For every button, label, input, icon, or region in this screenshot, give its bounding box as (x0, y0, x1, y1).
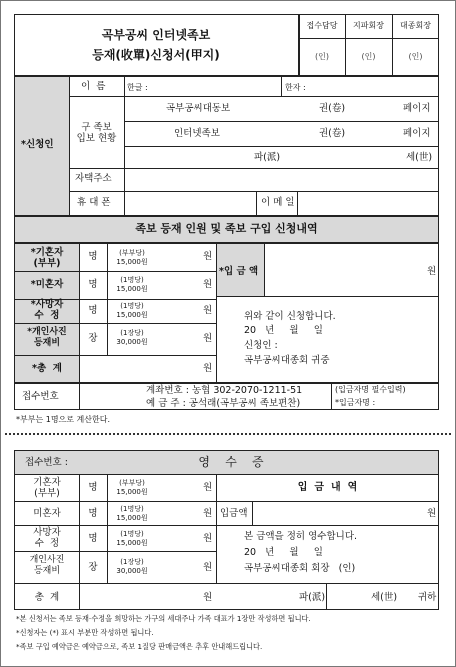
single-label: *미혼자 (30, 279, 64, 290)
cut-line (5, 433, 451, 435)
old-book-name: 인터넷족보 (174, 128, 220, 139)
confirm-line-3: 신청인 : (244, 340, 278, 351)
hanja-name-field[interactable]: 한자 : (285, 83, 306, 92)
deceased-unit[interactable]: 명 (88, 305, 98, 316)
approval-header-branch: 지파회장 (353, 21, 384, 30)
applicant-section-label: *신청인 (21, 139, 54, 150)
confirm-line-4: 곡부공씨대종회 귀중 (244, 355, 330, 366)
deceased-price-note: (1명당) 15,000원 (116, 302, 148, 320)
note-line-3: *족보 구입 예약금은 예약금으로, 족보 1질당 판매금액은 추후 안내해드립니다. (16, 642, 263, 651)
couple-footnote: *부부는 1명으로 계산한다. (16, 415, 110, 424)
phone-field[interactable] (125, 192, 255, 215)
receipt-deceased-label: 사망자 수 정 (33, 527, 61, 550)
receipt-deceased-amount[interactable]: 원 (203, 533, 213, 544)
receipt-deposit-amount[interactable]: 원 (427, 508, 437, 519)
photo-amount-field[interactable]: 원 (203, 333, 213, 344)
note-line-2: *신청자는 (*) 표시 부분만 작성하면 됩니다. (16, 628, 154, 637)
approval-seal: (인) (361, 52, 376, 61)
email-label: 이 메 일 (261, 197, 295, 208)
receipt-photo-amount[interactable]: 원 (203, 562, 213, 573)
single-amount-field[interactable]: 원 (203, 279, 213, 290)
old-book-name: 곡부공씨대동보 (166, 103, 231, 114)
generation-field[interactable]: 세(世) (406, 152, 433, 163)
total-amount-field[interactable]: 원 (203, 363, 213, 374)
confirm-line-1: 위와 같이 신청합니다. (244, 311, 336, 322)
account-holder: 예 금 주 : 공석래(곡부공씨 족보편찬) (146, 398, 301, 409)
married-amount-field[interactable]: 원 (203, 251, 213, 262)
receipt-photo-price-note: (1장당) 30,000원 (116, 558, 148, 576)
receipt-deceased-price-note: (1명당) 15,000원 (116, 530, 148, 548)
married-price-note: (부부당) 15,000원 (116, 249, 148, 267)
deceased-amount-field[interactable]: 원 (203, 305, 213, 316)
receipt-total-label: 총 계 (34, 592, 60, 603)
total-label: *총 계 (32, 363, 62, 374)
receipt-confirm-line-1: 본 금액을 정히 영수합니다. (244, 531, 358, 542)
photo-price-note: (1장당) 30,000원 (116, 329, 148, 347)
photo-label: *개인사진 등재비 (27, 327, 67, 349)
receipt-single-amount[interactable]: 원 (203, 508, 213, 519)
receipt-total-branch[interactable]: 파(派) (299, 592, 326, 603)
receipt-deposit-detail-title: 입 금 내 역 (297, 482, 358, 493)
receipt-married-unit[interactable]: 명 (88, 482, 98, 493)
address-field[interactable] (125, 169, 438, 190)
receipt-confirm-line-2: 20 년 월 일 (244, 547, 323, 558)
receipt-recipient-suffix: 귀하 (418, 592, 437, 603)
confirm-line-2: 20 년 월 일 (244, 325, 323, 336)
old-book-label: 구 족보 입보 현황 (76, 122, 117, 145)
approval-seal: (인) (315, 52, 329, 61)
receipt-confirm-line-3: 곡부공씨대종회 회장 (인) (244, 563, 356, 574)
receipt-married-price-note: (부부당) 15,000원 (116, 479, 148, 497)
hangul-name-field[interactable]: 한글 : (127, 83, 148, 92)
single-unit[interactable]: 명 (88, 279, 98, 290)
address-label: 자택주소 (75, 173, 112, 184)
old-book-volume-field[interactable]: 권(卷) (319, 103, 346, 114)
married-label: *기혼자 (부부) (30, 247, 64, 270)
approval-header-chief: 대종회장 (400, 21, 431, 30)
old-book-volume-field[interactable]: 권(卷) (319, 128, 346, 139)
receipt-title: 영 수 증 (198, 455, 264, 469)
old-book-page-field[interactable]: 페이지 (403, 128, 431, 139)
name-label: 이 름 (81, 81, 106, 92)
receipt-number-label: 접수번호 (22, 391, 59, 402)
form-title-line2: 등재(收單)신청서(甲지) (92, 48, 220, 62)
married-unit[interactable]: 명 (88, 251, 98, 262)
approval-header-receiver: 접수담당 (306, 21, 338, 30)
application-heading: 족보 등재 인원 및 족보 구입 신청내역 (135, 222, 318, 235)
deceased-label: *사망자 수 정 (30, 299, 64, 322)
receipt-married-label: 기혼자 (부부) (33, 477, 61, 500)
receipt-single-unit[interactable]: 명 (88, 508, 98, 519)
depositor-name-field[interactable]: *입금자명 : (335, 398, 376, 407)
depositor-note: (입금자명 필수입력) (335, 385, 406, 394)
receipt-deceased-unit[interactable]: 명 (88, 533, 98, 544)
old-book-page-field[interactable]: 페이지 (403, 103, 431, 114)
receipt-photo-label: 개인사진 등재비 (29, 555, 65, 577)
deposit-label: *입 금 액 (219, 266, 259, 277)
receipt-single-price-note: (1명당) 15,000원 (116, 505, 148, 523)
photo-unit[interactable]: 장 (88, 333, 98, 344)
phone-label: 휴 대 폰 (77, 197, 111, 208)
receipt-photo-unit[interactable]: 장 (88, 562, 98, 573)
receipt-no-label: 접수번호 : (25, 457, 68, 468)
form-title-line1: 곡부공씨 인터넷족보 (101, 28, 211, 42)
receipt-single-label: 미혼자 (33, 508, 61, 519)
receipt-married-amount[interactable]: 원 (203, 482, 213, 493)
receipt-total-amount[interactable]: 원 (203, 592, 213, 603)
receipt-total-generation[interactable]: 세(世) (371, 592, 398, 603)
receipt-deposit-label: 입금액 (220, 508, 248, 519)
branch-field[interactable]: 파(派) (254, 152, 281, 163)
approval-seal: (인) (408, 52, 423, 61)
account-number: 계좌번호 : 농협 302-2070-1211-51 (146, 385, 303, 396)
deposit-amount-field[interactable]: 원 (427, 266, 437, 277)
form-header (14, 14, 299, 76)
single-price-note: (1명당) 15,000원 (116, 276, 148, 294)
email-field[interactable] (298, 192, 438, 215)
note-line-1: *본 신청서는 족보 등재·수정을 희망하는 가구의 세대주나 가족 대표가 1장만 작성하면 됩니다. (16, 614, 311, 623)
